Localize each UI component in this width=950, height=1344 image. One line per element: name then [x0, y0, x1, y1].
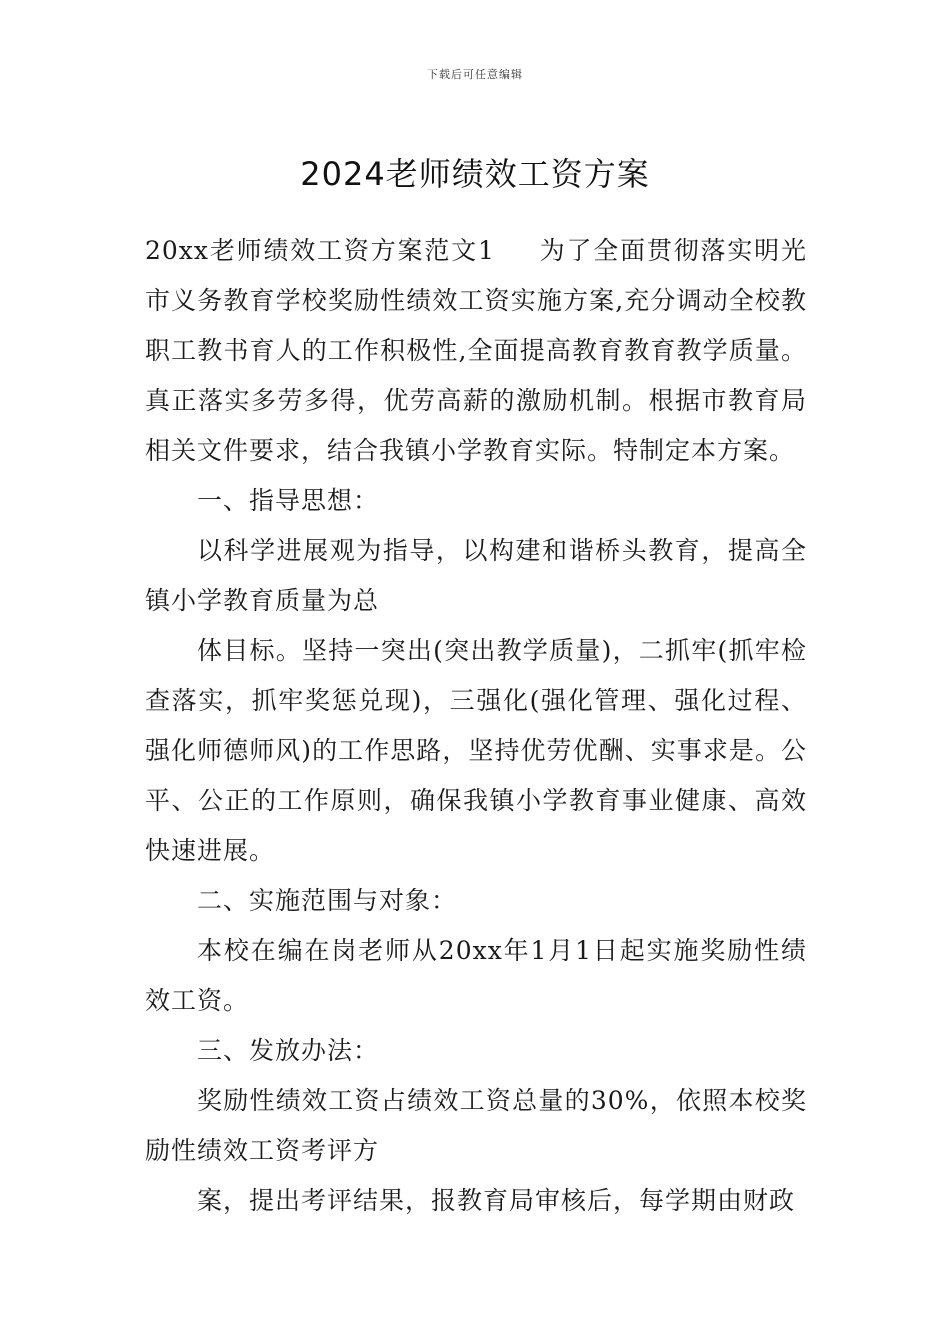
- payment-paragraph-1: 奖励性绩效工资占绩效工资总量的30%，依照本校奖励性绩效工资考评方: [145, 1086, 807, 1165]
- intro-lead: 20xx老师绩效工资方案范文1: [145, 236, 495, 265]
- payment-paragraph-2: 案，提出考评结果，报教育局审核后，每学期由财政: [197, 1186, 796, 1215]
- document-title: 2024老师绩效工资方案: [300, 155, 650, 194]
- guiding-paragraph-2: 体目标。坚持一突出(突出教学质量)，二抓牢(抓牢检查落实，抓牢奖惩兑现)，三强化(强化管理、强化过程、强化师德师风)的工作思路，坚持优劳优酬、实事求是。公平、公正的工作原则，确保我镇小学教育事业健康、高效快速进展。: [145, 636, 807, 865]
- section-heading-3: 三、发放办法：: [197, 1036, 380, 1065]
- intro-text: 为了全面贯彻落实明光市义务教育学校奖励性绩效工资实施方案,充分调动全校教职工教书育人的工作积极性,全面提高教育教育教学质量。真正落实多劳多得，优劳高薪的激励机制。根据市教育局相关文件要求，结合我镇小学教育实际。特制定本方案。: [145, 236, 807, 465]
- intro-paragraph: [145, 226, 807, 476]
- scope-paragraph: 本校在编在岗老师从20xx年1月1日起实施奖励性绩效工资。: [145, 936, 807, 1015]
- guiding-paragraph-1: 以科学进展观为指导，以构建和谐桥头教育，提高全镇小学教育质量为总: [145, 536, 807, 615]
- header-note: 下载后可任意编辑: [427, 68, 523, 81]
- section-heading-1: 一、指导思想：: [197, 486, 380, 515]
- document-body: [145, 226, 807, 1226]
- section-heading-2: 二、实施范围与对象：: [197, 886, 458, 915]
